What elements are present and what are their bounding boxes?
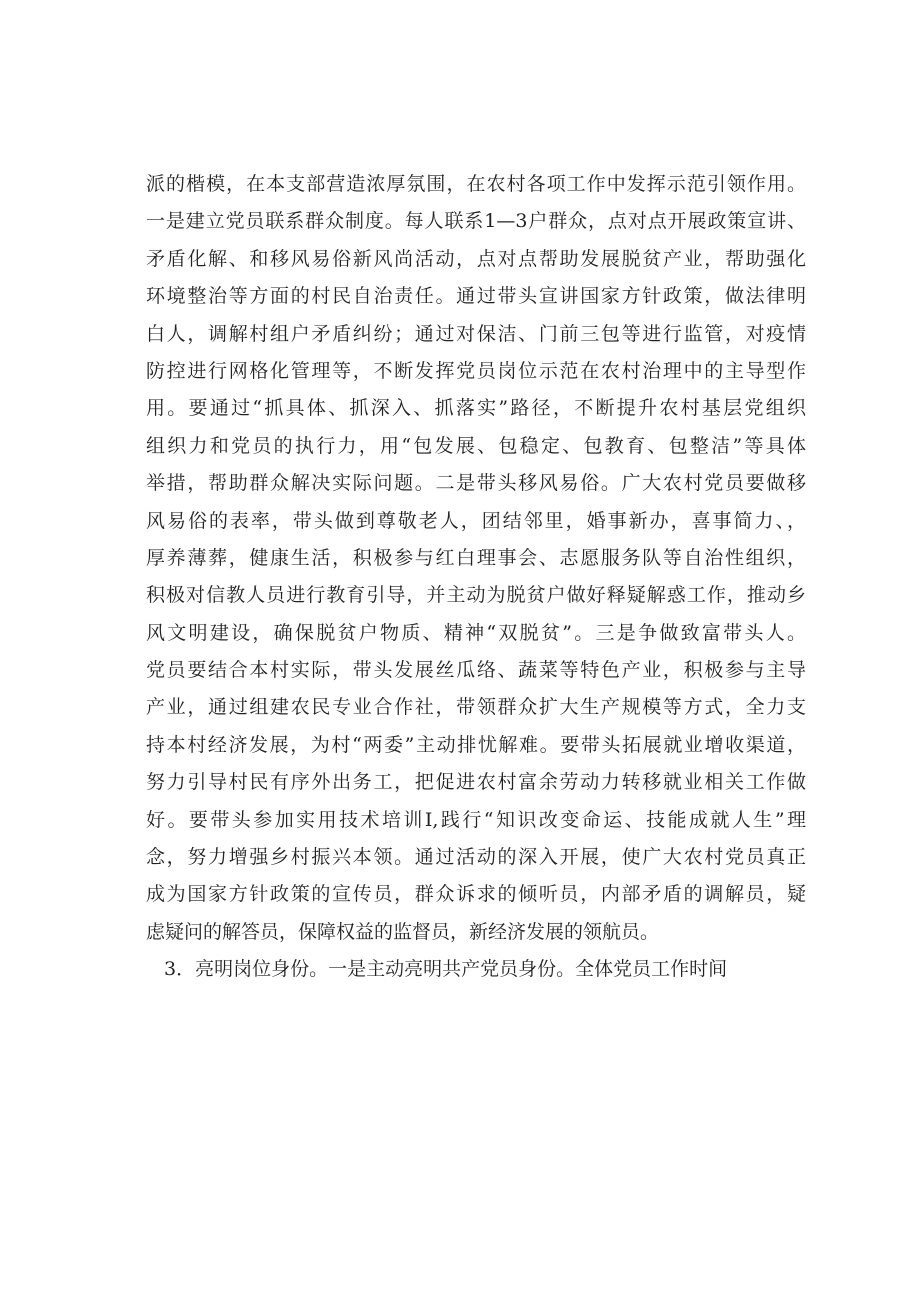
text-line: 白人，调解村组户矛盾纠纷；通过对保洁、门前三包等进行监管，对疫情 — [146, 322, 806, 345]
text-line: 努力引导村民有序外出务工，把促进农村富余劳动力转移就业相关工作做 — [146, 771, 806, 794]
section-heading-line: 3．亮明岗位身份。一是主动亮明共产党员身份。全体党员工作时间 — [164, 958, 728, 981]
text-line: 成为国家方针政策的宣传员，群众诉求的倾听员，内部矛盾的调解员，疑 — [146, 883, 806, 906]
text-line: 党员要结合本村实际，带头发展丝瓜络、蔬菜等特色产业，积极参与主导 — [146, 659, 806, 682]
text-line: 举措，帮助群众解决实际问题。二是带头移风易俗。广大农村党员要做移 — [146, 472, 806, 495]
text-line: 好。要带头参加实用技术培训I,践行“知识改变命运、技能成就人生”理 — [146, 808, 806, 831]
text-line: 环境整治等方面的村民自治责任。通过带头宣讲国家方针政策，做法律明 — [146, 285, 806, 308]
text-line: 防控进行网格化管理等，不断发挥党员岗位示范在农村治理中的主导型作 — [146, 359, 806, 382]
text-line: 一是建立党员联系群众制度。每人联系1—3户群众，点对点开展政策宣讲、 — [146, 210, 806, 233]
text-line: 矛盾化解、和移风易俗新风尚活动，点对点帮助发展脱贫产业，帮助强化 — [146, 247, 806, 270]
text-line: 组织力和党员的执行力，用“包发展、包稳定、包教育、包整洁”等具体 — [146, 434, 806, 457]
text-line: 产业，通过组建农民专业合作社，带领群众扩大生产规模等方式，全力支 — [146, 696, 806, 719]
text-line: 风文明建设，确保脱贫户物质、精神“双脱贫”。三是争做致富带头人。 — [146, 621, 806, 644]
text-line: 风易俗的表率，带头做到尊敬老人，团结邻里，婚事新办，喜事简力、， — [146, 509, 806, 532]
text-line: 念，努力增强乡村振兴本领。通过活动的深入开展，使广大农村党员真正 — [146, 846, 806, 869]
text-line: 用。要通过“抓具体、抓深入、抓落实”路径，不断提升农村基层党组织 — [146, 397, 806, 420]
text-line: 持本村经济发展，为村“两委”主动排忧解难。要带头拓展就业增收渠道， — [146, 733, 806, 756]
text-line: 派的楷模，在本支部营造浓厚氛围，在农村各项工作中发挥示范引领作用。 — [146, 173, 806, 195]
text-line: 厚养薄葬，健康生活，积极参与红白理事会、志愿服务队等自治性组织， — [146, 546, 806, 569]
text-line: 虑疑问的解答员，保障权益的监督员，新经济发展的领航员。 — [146, 920, 660, 943]
body-text — [146, 166, 806, 989]
text-line: 积极对信教人员进行教育引导，并主动为脱贫户做好释疑解惑工作，推动乡 — [146, 584, 806, 607]
